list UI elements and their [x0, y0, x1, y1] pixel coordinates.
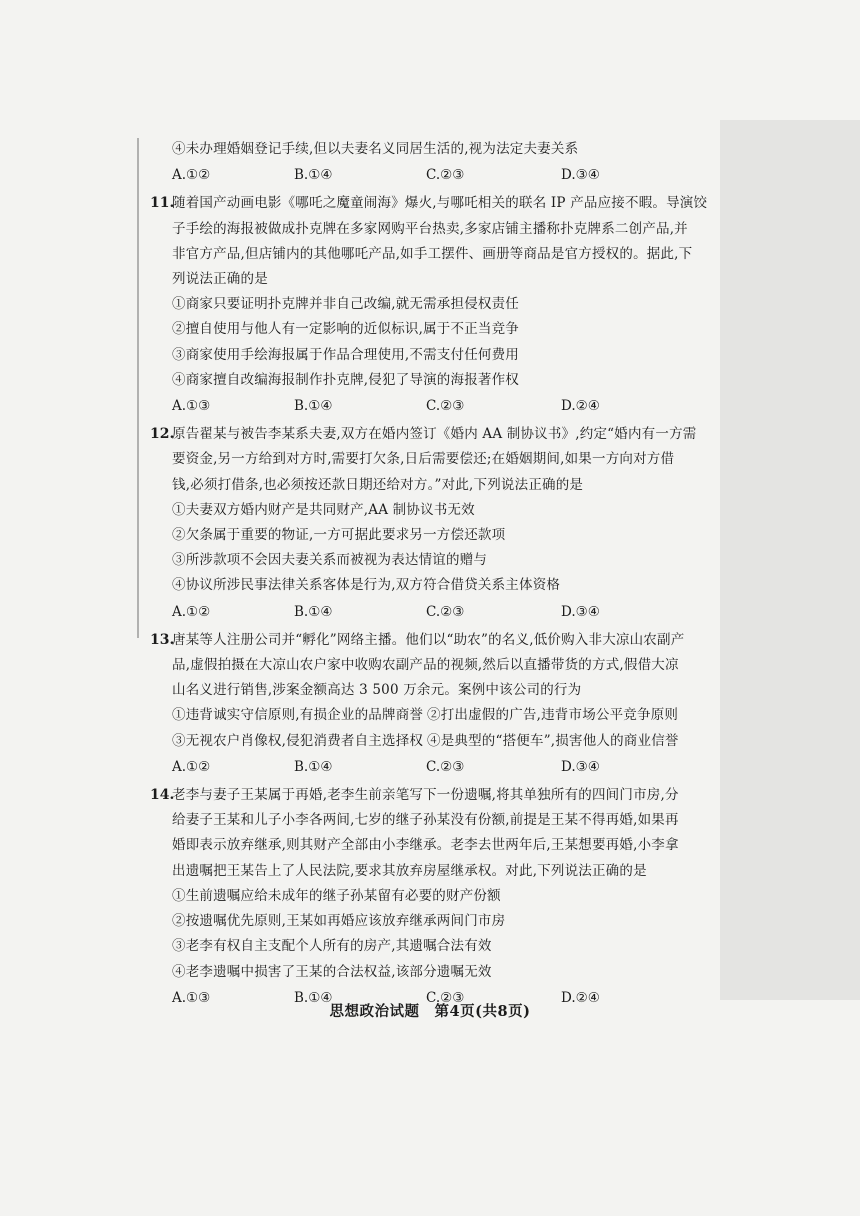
option-a[interactable]: A.①②	[172, 167, 211, 184]
option-a[interactable]: A.①③	[172, 989, 211, 1006]
bleed-through-shadow	[720, 120, 860, 1000]
option-b[interactable]: B.①④	[294, 398, 333, 415]
question-number: 11.	[150, 195, 175, 212]
statement: ③商家使用手绘海报属于作品合理使用,不需支付任何费用	[172, 346, 519, 363]
option-b[interactable]: B.①④	[294, 167, 333, 184]
statement: ②打出虚假的广告,违背市场公平竞争原则	[427, 707, 679, 724]
stem-line: 老李与妻子王某属于再婚,老李生前亲笔写下一份遗嘱,将其单独所有的四间门市房,分	[172, 787, 679, 804]
stem-line: 要资金,另一方给到对方时,需要打欠条,日后需要偿还;在婚姻期间,如果一方向对方借	[172, 451, 675, 468]
option-c[interactable]: C.②③	[426, 167, 465, 184]
question-10-tail	[172, 137, 692, 188]
option-a[interactable]: A.①③	[172, 398, 211, 415]
questions-area	[150, 137, 708, 1014]
statement: ③老李有权自主支配个人所有的房产,其遗嘱合法有效	[172, 938, 492, 955]
stem-line: 出遗嘱把王某告上了人民法院,要求其放弃房屋继承权。对此,下列说法正确的是	[172, 862, 647, 879]
option-c[interactable]: C.②③	[426, 603, 465, 620]
stem-line: 品,虚假拍摄在大凉山农户家中收购农副产品的视频,然后以直播带货的方式,假借大凉	[172, 657, 679, 674]
stem-line: 给妻子王某和儿子小李各两间,七岁的继子孙某没有份额,前提是王某不得再婚,如果再	[172, 812, 679, 829]
statement: ④是典型的“搭便车”,损害他人的商业信誉	[427, 732, 679, 749]
option-b[interactable]: B.①④	[294, 989, 333, 1006]
options-row	[172, 394, 692, 419]
statement: ①生前遗嘱应给未成年的继子孙某留有必要的财产份额	[172, 887, 501, 904]
option-c[interactable]: C.②③	[426, 758, 465, 775]
option-d[interactable]: D.③④	[561, 167, 600, 184]
statement: ②擅自使用与他人有一定影响的近似标识,属于不正当竞争	[172, 321, 519, 338]
stem-line: 山名义进行销售,涉案金额高达 3 500 万余元。案例中该公司的行为	[172, 682, 582, 699]
statement: ③无视农户肖像权,侵犯消费者自主选择权	[172, 732, 424, 749]
question-number: 14.	[150, 787, 175, 804]
question-11	[150, 191, 708, 419]
option-d[interactable]: D.③④	[561, 603, 600, 620]
statement: ②按遗嘱优先原则,王某如再婚应该放弃继承两间门市房	[172, 913, 506, 930]
statement: ①夫妻双方婚内财产是共同财产,AA 制协议书无效	[172, 501, 475, 518]
statement-pair	[172, 729, 692, 754]
option-d[interactable]: D.③④	[561, 758, 600, 775]
option-a[interactable]: A.①②	[172, 758, 211, 775]
option-b[interactable]: B.①④	[294, 758, 333, 775]
statement: ④商家擅自改编海报制作扑克牌,侵犯了导演的海报著作权	[172, 371, 519, 388]
question-12	[150, 422, 697, 625]
option-d[interactable]: D.②④	[561, 398, 600, 415]
question-number: 13.	[150, 631, 175, 648]
stem-line: 原告翟某与被告李某系夫妻,双方在婚内签订《婚内 AA 制协议书》,约定“婚内有一方需	[172, 426, 697, 443]
statement: ④协议所涉民事法律关系客体是行为,双方符合借贷关系主体资格	[172, 577, 561, 594]
option-b[interactable]: B.①④	[294, 603, 333, 620]
stem-line: 婚即表示放弃继承,则其财产全部由小李继承。老李去世两年后,王某想要再婚,小李拿	[172, 837, 679, 854]
options-row	[172, 163, 692, 188]
statement: ④老李遗嘱中损害了王某的合法权益,该部分遗嘱无效	[172, 963, 492, 980]
binding-edge	[137, 138, 139, 638]
question-13	[150, 628, 692, 780]
stem-line: 非官方产品,但店铺内的其他哪吒产品,如手工摆件、画册等商品是官方授权的。据此,下	[172, 245, 693, 262]
stem-line: 唐某等人注册公司并“孵化”网络主播。他们以“助农”的名义,低价购入非大凉山农副产	[172, 631, 685, 648]
options-row	[172, 755, 692, 780]
question-14	[150, 783, 692, 1011]
stem-line: 钱,必须打借条,也必须按还款日期还给对方。”对此,下列说法正确的是	[172, 476, 584, 493]
statement-pair	[172, 703, 692, 728]
options-row	[172, 600, 692, 625]
option-c[interactable]: C.②③	[426, 398, 465, 415]
option-d[interactable]: D.②④	[561, 989, 600, 1006]
statement: ②欠条属于重要的物证,一方可据此要求另一方偿还款项	[172, 527, 506, 544]
stem-line: 随着国产动画电影《哪吒之魔童闹海》爆火,与哪吒相关的联名 IP 产品应接不暇。导演饺	[172, 195, 708, 212]
option-c[interactable]: C.②③	[426, 989, 465, 1006]
statement: ①违背诚实守信原则,有损企业的品牌商誉	[172, 707, 424, 724]
statement: ①商家只要证明扑克牌并非自己改编,就无需承担侵权责任	[172, 296, 519, 313]
statement: ③所涉款项不会因夫妻关系而被视为表达情谊的赠与	[172, 552, 488, 569]
stem-line: 子手绘的海报被做成扑克牌在多家网购平台热卖,多家店铺主播称扑克牌系二创产品,并	[172, 220, 688, 237]
statement: ④未办理婚姻登记手续,但以夫妻名义同居生活的,视为法定夫妻关系	[172, 141, 579, 157]
stem-line: 列说法正确的是	[172, 271, 268, 288]
question-number: 12.	[150, 426, 175, 443]
page-footer: 思想政治试题 第4页(共8页)	[329, 1003, 531, 1020]
option-a[interactable]: A.①②	[172, 603, 211, 620]
